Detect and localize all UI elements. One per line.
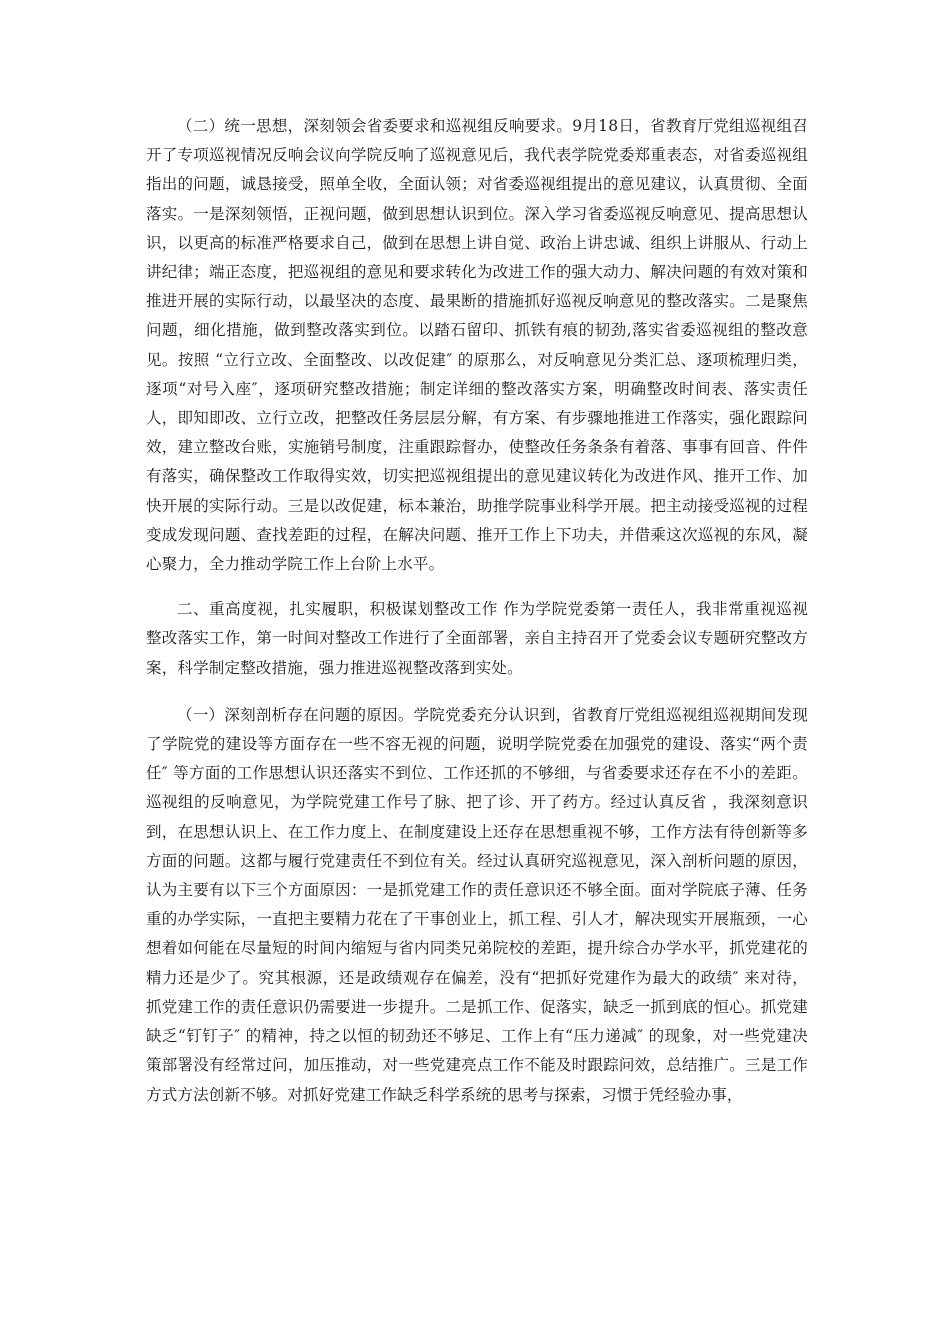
document-page	[146, 112, 808, 1110]
paragraph-unify-thinking: （二）统一思想，深刻领会省委要求和巡视组反响要求。9月18日，省教育厅党组巡视组召开了专项巡视情况反响会议向学院反响了巡视意见后，我代表学院党委郑重表态，对省委巡视组指出的问题，诚恳接受，照单全收，全面认领；对省委巡视组提出的意见建议，认真贯彻、全面落实。一是深刻领悟，正视问题，做到思想认识到位。深入学习省委巡视反响意见、提高思想认识，以更高的标准严格要求自己，做到在思想上讲自觉、政治上讲忠诚、组织上讲服从、行动上讲纪律；端正态度，把巡视组的意见和要求转化为改进工作的强大动力、解决问题的有效对策和推进开展的实际行动，以最坚决的态度、最果断的措施抓好巡视反响意见的整改落实。二是聚焦问题，细化措施，做到整改落实到位。以踏石留印、抓铁有痕的韧劲,落实省委巡视组的整改意见。按照 “立行立改、全面整改、以改促建″ 的原那么，对反响意见分类汇总、逐项梳理归类，逐项“对号入座″，逐项研究整改措施；制定详细的整改落实方案，明确整改时间表、落实责任人，即知即改、立行立改，把整改任务层层分解，有方案、有步骤地推进工作落实，强化跟踪问效，建立整改台账，实施销号制度，注重跟踪督办，使整改任务条条有着落、事事有回音、件件有落实，确保整改工作取得实效，切实把巡视组提出的意见建议转化为改进作风、推开工作、加快开展的实际行动。三是以改促建，标本兼治，助推学院事业科学开展。把主动接受巡视的过程变成发现问题、查找差距的过程，在解决问题、推开工作上下功夫，并借乘这次巡视的东风，凝心聚力，全力推动学院工作上台阶上水平。	[146, 117, 808, 574]
paragraph-section-two-heading: 二、重高度视，扎实履职，积极谋划整改工作 作为学院党委第一责任人，我非常重视巡视整改落实工作，第一时间对整改工作进行了全面部署，亲自主持召开了党委会议专题研究整改方案，科学制定整改措施，强力推进巡视整改落到实处。	[146, 600, 808, 677]
paragraph-analyze-causes: （一）深刻剖析存在问题的原因。学院党委充分认识到，省教育厅党组巡视组巡视期间发现了学院党的建设等方面存在一些不容无视的问题，说明学院党委在加强党的建设、落实“两个责任″ 等方面的工作思想认识还落实不到位、工作还抓的不够细，与省委要求还存在不小的差距。巡视组的反响意见，为学院党建工作号了脉、把了诊、开了药方。经过认真反省 ，我深刻意识到，在思想认识上、在工作力度上、在制度建设上还存在思想重视不够，工作方法有待创新等多方面的问题。这都与履行党建责任不到位有关。经过认真研究巡视意见，深入剖析问题的原因，认为主要有以下三个方面原因：一是抓党建工作的责任意识还不够全面。面对学院底子薄、任务重的办学实际，一直把主要精力花在了干事创业上，抓工程、引人才，解决现实开展瓶颈，一心想着如何能在尽量短的时间内缩短与省内同类兄弟院校的差距，提升综合办学水平，抓党建花的精力还是少了。究其根源，还是政绩观存在偏差，没有“把抓好党建作为最大的政绩″ 来对待，抓党建工作的责任意识仍需要进一步提升。二是抓工作、促落实，缺乏一抓到底的恒心。抓党建缺乏“钉钉子″ 的精神，持之以恒的韧劲还不够足、工作上有“压力递减″ 的现象，对一些党建决策部署没有经常过问，加压推动，对一些党建亮点工作不能及时跟踪问效，总结推广。三是工作方式方法创新不够。对抓好党建工作缺乏科学系统的思考与探索，习惯于凭经验办事，	[146, 705, 808, 1104]
